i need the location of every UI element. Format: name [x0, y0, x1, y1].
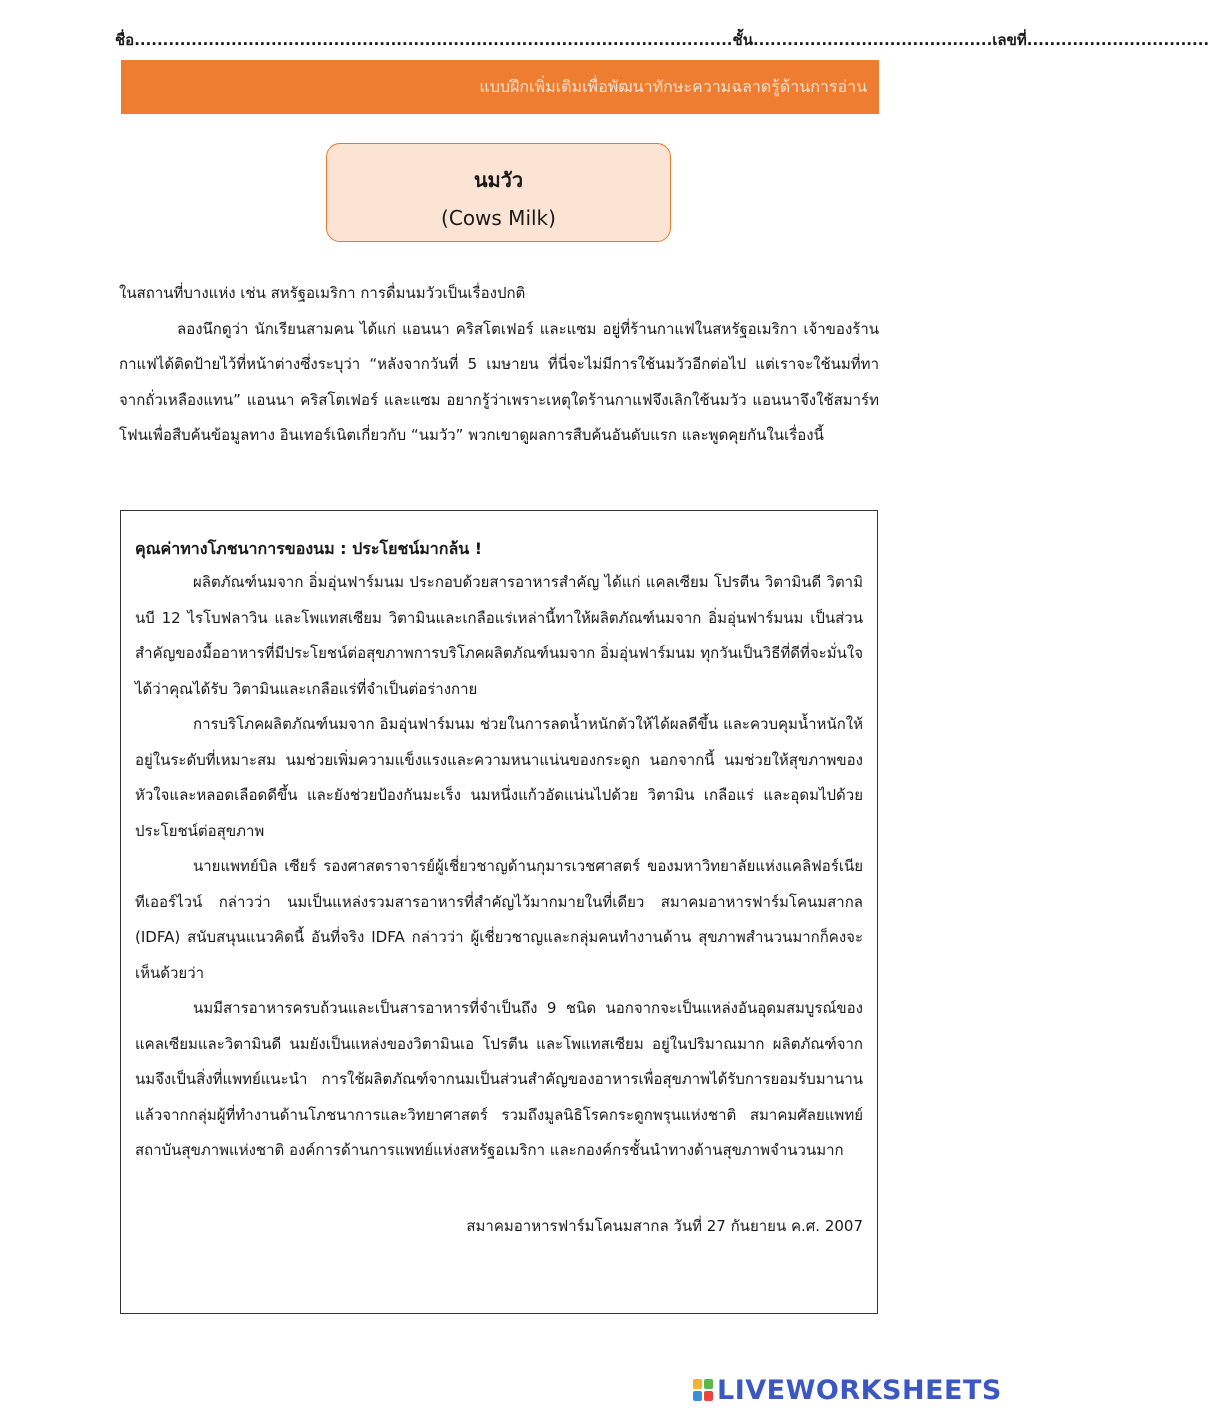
name-field[interactable]: ชื่อ.........................................................................................................	[115, 31, 733, 49]
logo-icon	[693, 1379, 713, 1401]
article-paragraph-1: ผลิตภัณฑ์นมจาก อิ่มอุ่นฟาร์มนม ประกอบด้วยสารอาหารสำคัญ ได้แก่ แคลเซียม โปรตีน วิตามินดี วิตามินบี 12 ไรโบฟลาวิน และโพแทสเซียม วิตามินและเกลือแร่เหล่านี้ทาให้ผลิตภัณฑ์นมจาก อิ่มอุ่นฟาร์มนม เป็นส่วนสำคัญของมื้ออาหารที่มีประโยชน์ต่อสุขภาพการบริโภคผลิตภัณฑ์นมจาก อิ่มอุ่นฟาร์มนม ทุกวันเป็นวิธีที่ดีที่จะมั่นใจได้ว่าคุณได้รับ วิตามินและเกลือแร่ที่จำเป็นต่อร่างกาย	[135, 573, 863, 698]
page-subtitle: (Cows Milk)	[441, 206, 556, 230]
number-field[interactable]: เลขที่................................	[992, 31, 1209, 49]
student-info-line	[115, 28, 1209, 52]
liveworksheets-logo[interactable]	[693, 1374, 1002, 1406]
page-title: นมวัว	[473, 168, 524, 192]
intro-paragraph: ลองนึกดูว่า นักเรียนสามคน ได้แก่ แอนนา คริสโตเฟอร์ และแซม อยู่ที่ร้านกาแฟในสหรัฐอเมริกา เจ้าของร้านกาแฟได้ติดป้ายไว้ที่หน้าต่างซึ่งระบุว่า “หลังจากวันที่ 5 เมษายน ที่นี่จะไม่มีการใช้นมวัวอีกต่อไป แต่เราจะใช้นมที่ทาจากถั่วเหลืองแทน” แอนนา คริสโตเฟอร์ และแซม อยากรู้ว่าเพราะเหตุใดร้านกาแฟจึงเลิกใช้นมวัว แอนนาจึงใช้สมาร์ทโฟนเพื่อสืบค้นข้อมูลทาง อินเทอร์เนิตเกี่ยวกับ “นมวัว” พวกเขาดูผลการสืบค้นอันดับแรก และพูดคุยกันในเรื่องนี้	[119, 319, 879, 444]
logo-icon-square	[704, 1379, 713, 1389]
logo-icon-square	[693, 1391, 702, 1401]
article-heading: คุณค่าทางโภชนาการของนม : ประโยชน์มากล้น !	[135, 539, 483, 558]
article-paragraph-4: นมมีสารอาหารครบถ้วนและเป็นสารอาหารที่จำเป็นถึง 9 ชนิด นอกจากจะเป็นแหล่งอันอุดมสมบูรณ์ของแคลเซียมและวิตามินดี นมยังเป็นแหล่งของวิตามินเอ โปรตีน และโพแทสเซียม อยู่ในปริมาณมาก ผลิตภัณฑ์จากนมจึงเป็นสิ่งที่แพทย์แนะนำ การใช้ผลิตภัณฑ์จากนมเป็นส่วนสำคัญของอาหารเพื่อสุขภาพได้รับการยอมรับมานานแล้วจากกลุ่มผู้ที่ทำงานด้านโภชนาการและวิทยาศาสตร์ รวมถึงมูลนิธิโรคกระดูกพรุนแห่งชาติ สมาคมศัลยแพทย์ สถาบันสุขภาพแห่งชาติ องค์การด้านการแพทย์แห่งสหรัฐอเมริกา และกองค์กรชั้นนำทางด้านสุขภาพจำนวนมาก	[135, 999, 863, 1159]
grade-field[interactable]: ชั้น..........................................	[732, 31, 993, 49]
logo-text: LIVEWORKSHEETS	[717, 1374, 1002, 1406]
title-box	[326, 143, 671, 242]
intro-line: ในสถานที่บางแห่ง เช่น สหรัฐอเมริกา การดื่มนมวัวเป็นเรื่องปกติ	[119, 284, 526, 302]
article-paragraph-2: การบริโภคผลิตภัณฑ์นมจาก อิมอุ่นฟาร์มนม ช่วยในการลดน้ำหนักตัวให้ได้ผลดีขึ้น และควบคุมน้ำหนักให้อยู่ในระดับที่เหมาะสม นมช่วยเพิ่มความแข็งแรงและความหนาแน่นของกระดูก นอกจากนี้ นมช่วยให้สุขภาพของหัวใจและหลอดเลือดดีขึ้น และยังช่วยป้องกันมะเร็ง นมหนึ่งแก้วอัดแน่นไปด้วย วิตามิน เกลือแร่ และอุดมไปด้วยประโยชน์ต่อสุขภาพ	[135, 715, 863, 840]
article-source: สมาคมอาหารฟาร์มโคนมสากล วันที่ 27 กันยายน ค.ศ. 2007	[466, 1216, 863, 1235]
logo-icon-square	[693, 1379, 702, 1389]
worksheet-banner	[121, 60, 879, 114]
logo-icon-square	[704, 1391, 713, 1401]
intro-section	[119, 276, 879, 454]
article-box	[120, 510, 878, 1314]
article-paragraph-3: นายแพทย์บิล เซียร์ รองศาสตราจารย์ผู้เชี่ยวชาญด้านกุมารเวชศาสตร์ ของมหาวิทยาลัยแห่งแคลิฟอร์เนีย ทีเออร์ไวน์ กล่าวว่า นมเป็นแหล่งรวมสารอาหารที่สำคัญไว้มากมายในที่เดียว สมาคมอาหารฟาร์มโคนมสากล (IDFA) สนับสนุนแนวคิดนี้ อันที่จริง IDFA กล่าวว่า ผู้เชี่ยวชาญและกลุ่มคนทำงานด้าน สุขภาพสำนวนมากก็คงจะเห็นด้วยว่า	[135, 857, 863, 982]
banner-text: แบบฝึกเพิ่มเติมเพื่อพัฒนาทักษะความฉลาดรู้ด้านการอ่าน	[479, 76, 867, 96]
